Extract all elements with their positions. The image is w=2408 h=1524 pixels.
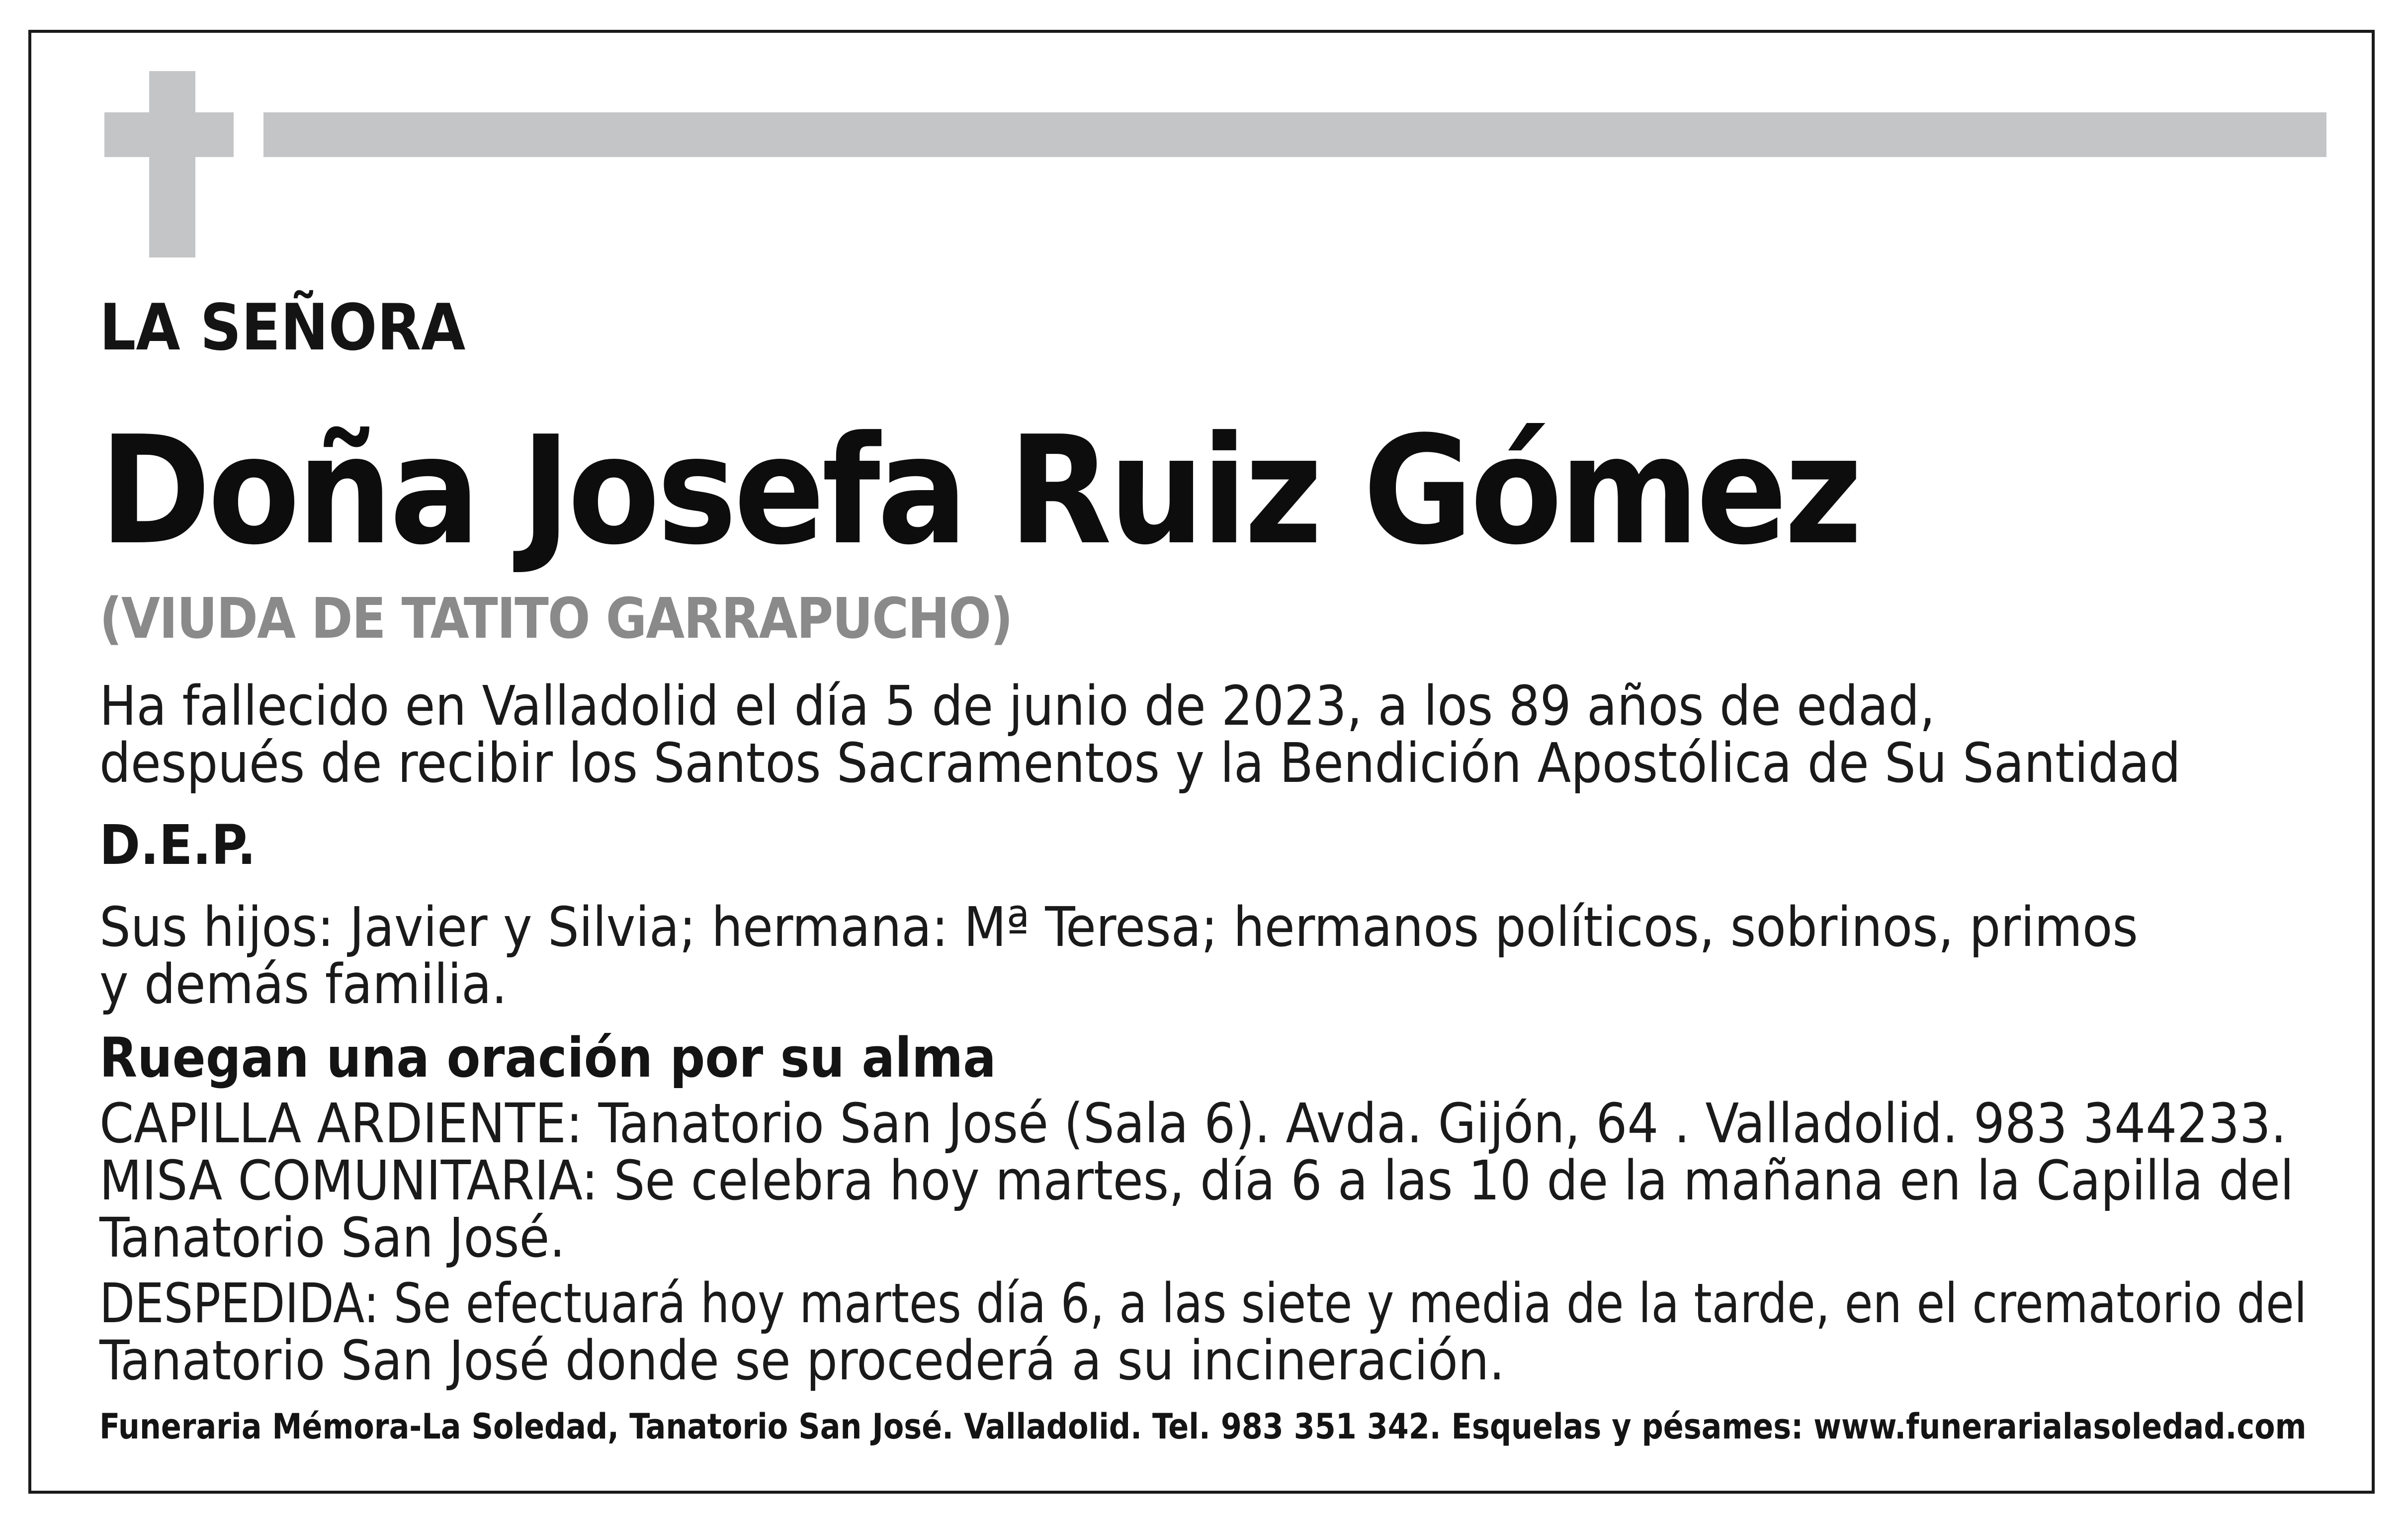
- services-line-5: Tanatorio San José donde se procederá a su incineración.: [99, 1329, 1505, 1392]
- announcement-line-2: después de recibir los Santos Sacramentos y la Bendición Apostólica de Su Santidad: [99, 731, 2181, 795]
- announcement-line-1: Ha fallecido en Valladolid el día 5 de junio de 2023, a los 89 años de edad,: [99, 674, 1935, 738]
- services-line-1: CAPILLA ARDIENTE: Tanatorio San José (Sala 6). Avda. Gijón, 64 . Valladolid. 983 344233.: [99, 1092, 2287, 1155]
- services-line-2: MISA COMUNITARIA: Se celebra hoy martes, día 6 a las 10 de la mañana en la Capilla del: [99, 1149, 2294, 1212]
- deceased-name: Doña Josefa Ruiz Gómez: [99, 404, 1860, 578]
- services-line-4: DESPEDIDA: Se efectuará hoy martes día 6, a las siete y media de la tarde, en el crematorio del: [99, 1271, 2307, 1335]
- family-line-1: Sus hijos: Javier y Silvia; hermana: Mª Teresa; hermanos políticos, sobrinos, primos: [99, 895, 2138, 959]
- dep-label: D.E.P.: [99, 813, 256, 877]
- services-line-3: Tanatorio San José.: [99, 1206, 565, 1270]
- cross-horizontal-bar: [104, 112, 234, 157]
- family-line-2: y demás familia.: [99, 952, 508, 1016]
- widow-note: (VIUDA DE TATITO GARRAPUCHO): [99, 587, 1013, 651]
- honorific-title: LA SEÑORA: [99, 291, 466, 365]
- prayer-request: Ruegan una oración por su alma: [99, 1026, 996, 1090]
- header-rule: [263, 112, 2326, 157]
- funeral-home-footer: Funeraria Mémora-La Soledad, Tanatorio San José. Valladolid. Tel. 983 351 342. Esquelas y pésames: www.funerarialasoledad.com: [99, 1406, 2307, 1447]
- cross-vertical-bar: [149, 71, 195, 257]
